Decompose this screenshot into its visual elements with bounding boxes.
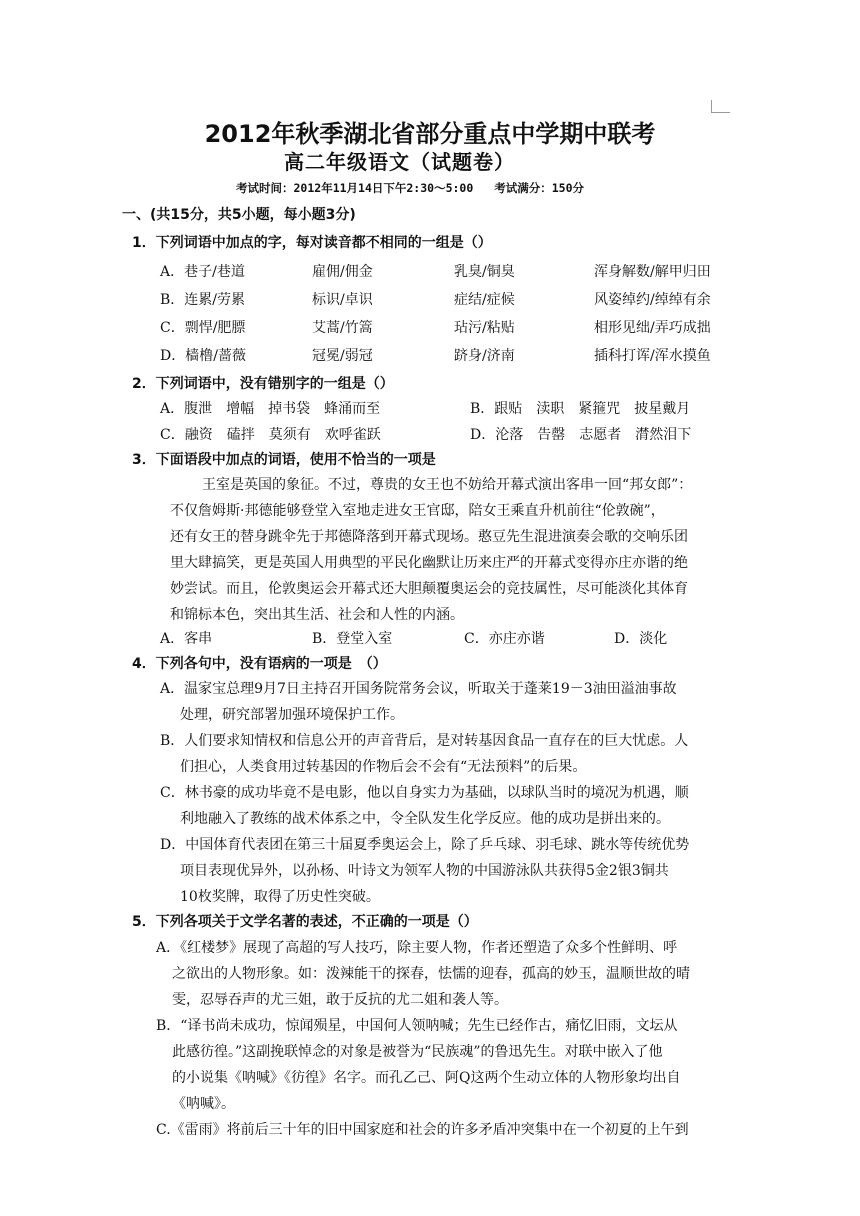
section-heading: 一、(共15分，共5小题，每小题3分)	[122, 207, 356, 223]
q1-option-c-col4: 相形见绌/弄巧成拙	[594, 320, 711, 336]
q1-option-a-col4: 浑身解数/解甲归田	[594, 264, 711, 280]
page-corner-mark	[711, 100, 730, 113]
q3-passage-line-6: 和锦标本色，突出其生活、社会和人性的内涵。	[170, 607, 464, 623]
q2-option-c: C．融资 磕拌 莫须有 欢呼雀跃	[160, 427, 381, 443]
q2-option-a: A．腹泄 增幅 掉书袋 蜂涌而至	[160, 401, 381, 417]
q3-passage-line-2: 不仅詹姆斯·邦德能够登堂入室地走进女王官邸，陪女王乘直升机前往“伦敦碗”，	[170, 503, 665, 519]
exam-subtitle: 高二年级语文（试题卷）	[284, 150, 515, 174]
q5-option-b-line-4: 《呐喊》。	[172, 1096, 235, 1112]
q4-option-a-line-1: A．温家宝总理9月7日主持召开国务院常务会议，听取关于蓬莱19－3油田溢油事故	[160, 681, 677, 697]
q3-option-b: B．登堂入室	[312, 631, 393, 647]
q1-option-b-col3: 症结/症候	[454, 292, 515, 308]
q5-option-a-line-1: A．《红楼梦》展现了高超的写人技巧，除主要人物，作者还塑造了众多个性鲜明、呼	[156, 940, 678, 956]
exam-time: 考试时间：2012年11月14日下午2:30～5:00	[236, 181, 474, 195]
q3-option-a: A．客串	[160, 631, 213, 647]
q4-option-c-line-2: 利地融入了教练的战术体系之中，令全队发生化学反应。他的成功是拼出来的。	[180, 811, 670, 827]
q1-option-b-col4: 风姿绰约/绰绰有余	[594, 292, 711, 308]
q1-option-d-col2: 冠冕/弱冠	[312, 348, 373, 364]
q5-option-b-line-3: 的小说集《呐喊》《彷徨》名字。而孔乙己、阿Q这两个生动立体的人物形象均出自	[172, 1070, 681, 1086]
q1-option-c-col3: 玷污/粘贴	[454, 320, 515, 336]
q1-option-b-col1: B．连累/劳累	[160, 292, 246, 308]
full-score: 考试满分：150分	[494, 181, 584, 195]
q2-option-d: D．沦落 告罄 志愿者 潸然泪下	[470, 427, 692, 443]
q1-option-c-col1: C．剽悍/肥膘	[160, 320, 246, 336]
q1-option-a-col2: 雇佣/佣金	[312, 264, 373, 280]
q3-passage-line-4: 里大肆搞笑，更是英国人用典型的平民化幽默让历来庄严的开幕式变得亦庄亦谐的绝	[170, 555, 688, 571]
question-4-stem: 4．下列各句中，没有语病的一项是 （）	[132, 656, 387, 672]
q4-option-d-line-1: D．中国体育代表团在第三十届夏季奥运会上，除了乒乓球、羽毛球、跳水等传统优势	[160, 837, 690, 853]
q1-option-a-col3: 乳臭/铜臭	[454, 264, 515, 280]
q5-option-c-line-1: C.《雷雨》将前后三十年的旧中国家庭和社会的许多矛盾冲突集中在一个初夏的上午到	[156, 1122, 689, 1138]
q4-option-d-line-3: 10枚奖牌，取得了历史性突破。	[180, 889, 380, 905]
question-1-stem: 1．下列词语中加点的字，每对读音都不相同的一组是（）	[132, 235, 492, 251]
question-3-stem: 3．下面语段中加点的词语，使用不恰当的一项是	[132, 452, 436, 468]
q5-option-b-line-2: 此感彷徨。”这副挽联悼念的对象是被誉为“民族魂”的鲁迅先生。对联中嵌入了他	[172, 1044, 663, 1060]
exam-info	[236, 180, 598, 196]
q1-option-a-col1: A．巷子/巷道	[160, 264, 245, 280]
q3-passage-line-1: 王室是英国的象征。不过，尊贵的女王也不妨给开幕式演出客串一回“邦女郎”：	[202, 477, 693, 493]
question-5-stem: 5．下列各项关于文学名著的表述，不正确的一项是（）	[132, 914, 478, 930]
q3-passage-line-3: 还有女王的替身跳伞先于邦德降落到开幕式现场。憨豆先生混进演奏会歌的交响乐团	[170, 529, 688, 545]
q1-option-b-col2: 标识/卓识	[312, 292, 373, 308]
q5-option-b-line-1: B．“译书尚未成功，惊闻殒星，中国何人领呐喊；先生已经作古，痛忆旧雨，文坛从	[156, 1018, 678, 1034]
q3-option-d: D．淡化	[614, 631, 668, 647]
exam-title: 2012年秋季湖北省部分重点中学期中联考	[204, 120, 656, 148]
q5-option-a-line-2: 之欲出的人物形象。如：泼辣能干的探春，怯懦的迎春，孤高的妙玉，温顺世故的晴	[172, 966, 690, 982]
q1-option-d-col4: 插科打诨/浑水摸鱼	[594, 348, 711, 364]
q3-option-c: C．亦庄亦谐	[464, 631, 545, 647]
q4-option-b-line-1: B．人们要求知情权和信息公开的声音背后，是对转基因食品一直存在的巨大忧虑。人	[160, 733, 689, 749]
q1-option-d-col1: D．樯橹/蔷薇	[160, 348, 246, 364]
q4-option-a-line-2: 处理，研究部署加强环境保护工作。	[180, 707, 404, 723]
q4-option-b-line-2: 们担心，人类食用过转基因的作物后会不会有“无法预料”的后果。	[180, 759, 587, 775]
q2-option-b: B．跟贴 渎职 紧箍咒 披星戴月	[470, 401, 691, 417]
q4-option-d-line-2: 项目表现优异外，以孙杨、叶诗文为领军人物的中国游泳队共获得5金2银3铜共	[180, 863, 669, 879]
q3-passage-line-5: 妙尝试。而且，伦敦奥运会开幕式还大胆颠覆奥运会的竞技属性，尽可能淡化其体育	[170, 581, 688, 597]
q1-option-d-col3: 跻身/济南	[454, 348, 515, 364]
question-2-stem: 2．下列词语中，没有错别字的一组是（）	[132, 376, 394, 392]
q4-option-c-line-1: C．林书豪的成功毕竟不是电影，他以自身实力为基础，以球队当时的境况为机遇，顺	[160, 785, 689, 801]
q1-option-c-col2: 艾蒿/竹篙	[312, 320, 373, 336]
q5-option-a-line-3: 雯，忍辱吞声的尤三姐，敢于反抗的尤二姐和袭人等。	[172, 992, 508, 1008]
